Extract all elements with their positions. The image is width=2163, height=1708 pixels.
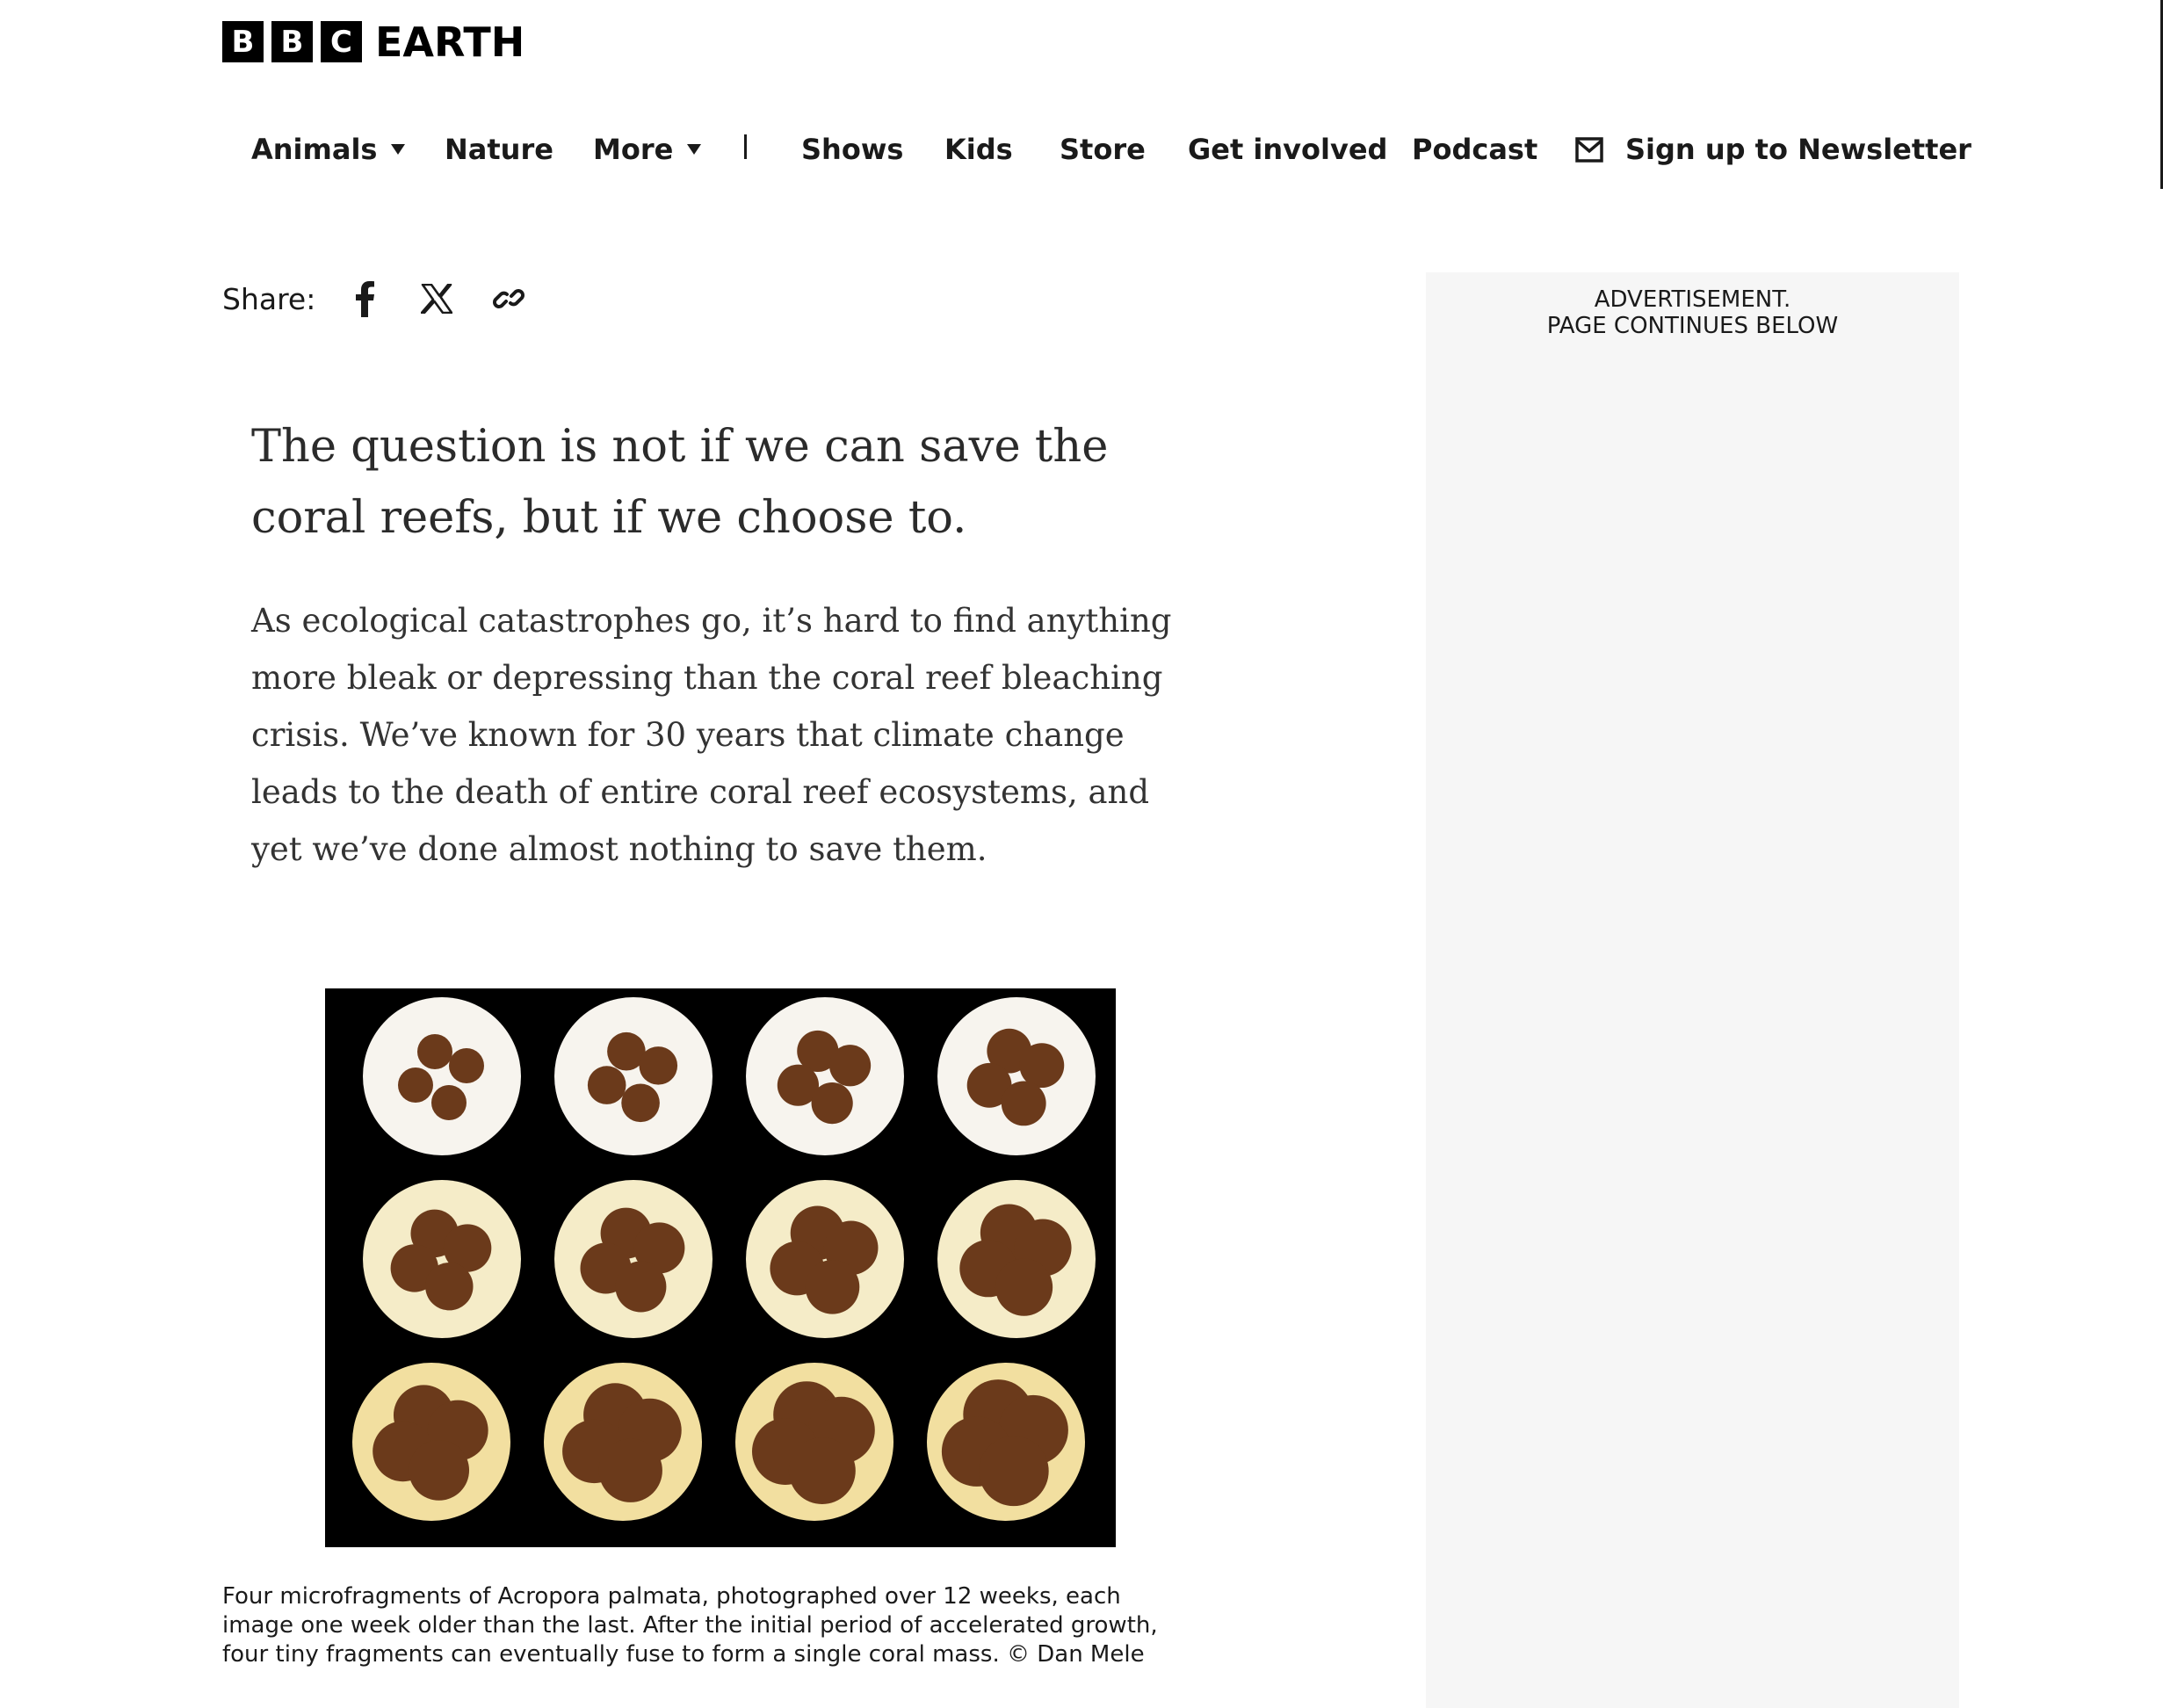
nav-item-label: More bbox=[593, 133, 674, 166]
nav-item-label: Store bbox=[1060, 133, 1146, 166]
nav-item-label: Get involved bbox=[1188, 133, 1388, 166]
newsletter-label: Sign up to Newsletter bbox=[1625, 133, 1971, 166]
coral-dish bbox=[544, 1363, 702, 1521]
coral-dish bbox=[363, 1180, 521, 1338]
nav-item-label: Nature bbox=[445, 133, 553, 166]
coral-dish bbox=[735, 1363, 893, 1521]
facebook-icon[interactable] bbox=[345, 279, 384, 318]
nav-item-label: Shows bbox=[801, 133, 904, 166]
share-bar bbox=[222, 272, 561, 325]
newsletter-signup-link[interactable] bbox=[1574, 126, 1971, 173]
nav-divider bbox=[744, 134, 747, 159]
coral-dish bbox=[927, 1363, 1085, 1521]
logo-letter-b1: B bbox=[222, 21, 264, 62]
coral-dish bbox=[554, 997, 713, 1155]
ad-label-line2: PAGE CONTINUES BELOW bbox=[1546, 313, 1839, 339]
coral-dish bbox=[937, 1180, 1096, 1338]
bbc-earth-logo[interactable] bbox=[222, 18, 525, 66]
coral-dish bbox=[746, 1180, 904, 1338]
nav-item-label: Animals bbox=[251, 133, 378, 166]
advertisement-panel bbox=[1426, 272, 1959, 1708]
x-icon[interactable] bbox=[417, 279, 456, 318]
coral-dish bbox=[363, 997, 521, 1155]
nav-item-podcast[interactable] bbox=[1412, 126, 1537, 173]
link-icon[interactable] bbox=[489, 279, 528, 318]
article-pull-quote: The question is not if we can save the coral reefs, but if we choose to. bbox=[251, 421, 1109, 544]
share-label: Share: bbox=[222, 281, 316, 316]
nav-item-label: Podcast bbox=[1412, 133, 1538, 166]
coral-dish bbox=[554, 1180, 713, 1338]
ad-label-line1: ADVERTISEMENT. bbox=[1594, 286, 1791, 313]
logo-letter-c: C bbox=[321, 21, 362, 62]
chevron-down-icon bbox=[687, 144, 701, 155]
chevron-down-icon bbox=[391, 144, 405, 155]
coral-microfragments-image bbox=[325, 988, 1116, 1547]
envelope-icon bbox=[1574, 134, 1604, 164]
nav-item-store[interactable] bbox=[1060, 126, 1146, 173]
logo-word: EARTH bbox=[375, 18, 525, 66]
nav-item-get-involved[interactable] bbox=[1188, 126, 1387, 173]
nav-item-nature[interactable] bbox=[445, 126, 553, 173]
image-caption: Four microfragments of Acropora palmata, photographed over 12 weeks, each image one week older than the last. After the initial period of accelerated growth, four tiny fragments can eventually fuse to form a single coral mass. © Dan Mele bbox=[222, 1583, 1158, 1668]
coral-dish bbox=[352, 1363, 510, 1521]
coral-dish bbox=[746, 997, 904, 1155]
nav-item-label: Kids bbox=[944, 133, 1013, 166]
nav-item-kids[interactable] bbox=[944, 126, 1013, 173]
nav-item-animals[interactable] bbox=[251, 126, 405, 173]
main-nav bbox=[0, 126, 2021, 173]
coral-dish bbox=[937, 997, 1096, 1155]
nav-item-more[interactable] bbox=[593, 126, 701, 173]
logo-letter-b2: B bbox=[271, 21, 313, 62]
article-paragraph: As ecological catastrophes go, it’s hard to find anything more bleak or depressing than the coral reef bleaching crisis. We’ve known for 30 years that climate change leads to the death of entire coral reef ecosystems, and yet we’ve done almost nothing to save them. bbox=[251, 602, 1172, 868]
nav-item-shows[interactable] bbox=[801, 126, 903, 173]
